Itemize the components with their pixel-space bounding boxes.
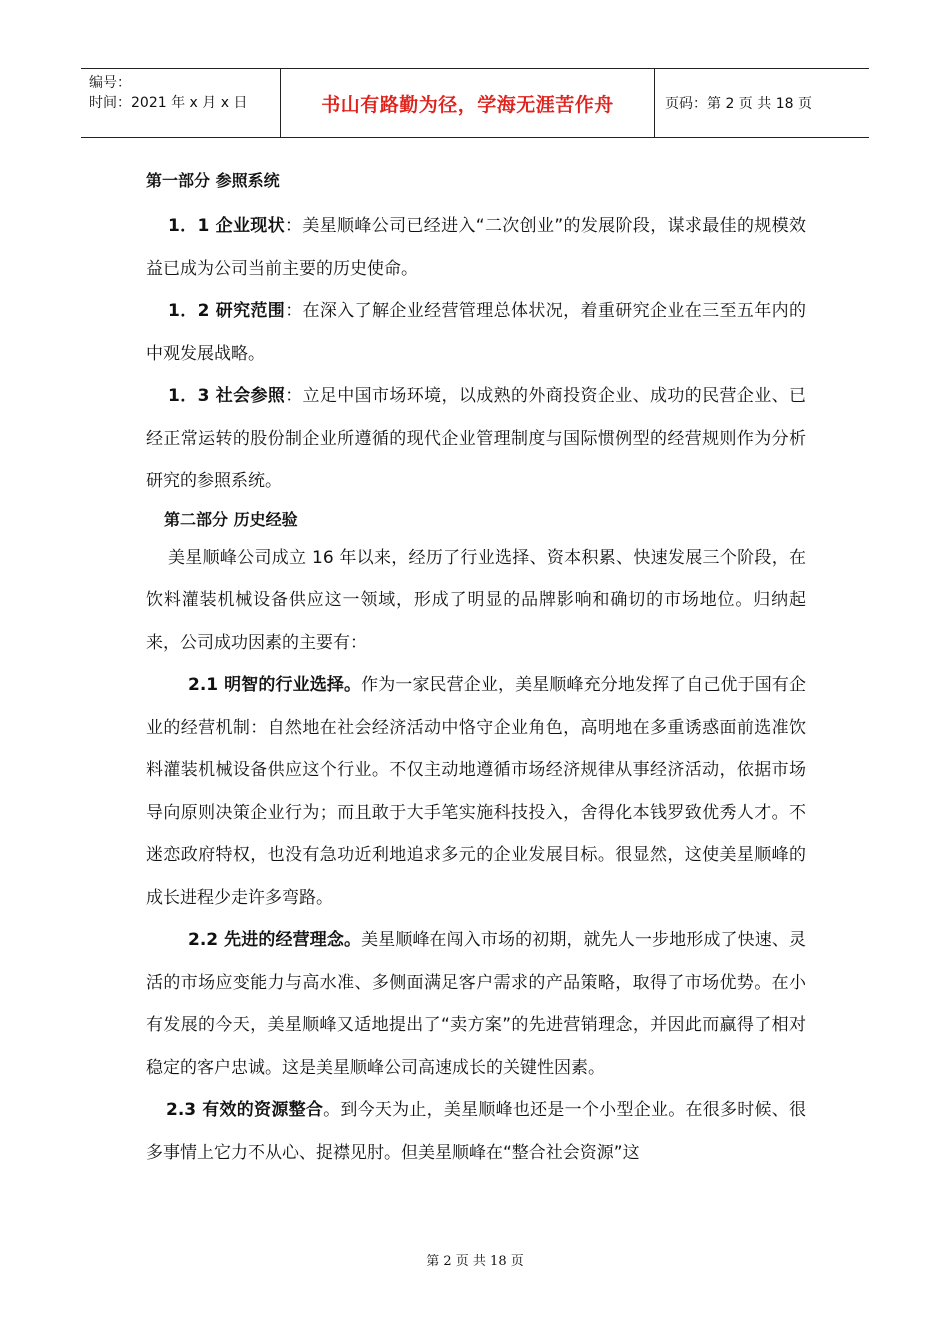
paragraph-2-intro: 美星顺峰公司成立 16 年以来，经历了行业选择、资本积累、快速发展三个阶段，在饮料灌装机械设备供应这一领域，形成了明显的品牌影响和确切的市场地位。归纳起来，公司成功因素的主要有：: [146, 547, 806, 653]
item-label: 2.3 有效的资源整合: [166, 1100, 324, 1120]
paragraph-1-1: [146, 205, 806, 290]
part1-title: 第一部分 参照系统: [146, 171, 280, 190]
paragraph-1-3: [146, 375, 806, 503]
item-label: 2.2 先进的经营理念。: [188, 930, 362, 950]
item-text: ：立足中国市场环境，以成熟的外商投资企业、成功的民营企业、已经正常运转的股份制企业所遵循的现代企业管理制度与国际惯例型的经营规则作为分析研究的参照系统。: [146, 386, 806, 491]
item-label: 1．3 社会参照: [168, 386, 286, 406]
document-number-label: 编号：: [89, 75, 131, 91]
document-date: 时间：2021 年 x 月 x 日: [89, 95, 248, 111]
item-label: 2.1 明智的行业选择。: [188, 675, 362, 695]
item-label: 1．2 研究范围: [168, 301, 286, 321]
item-text: 美星顺峰在闯入市场的初期，就先人一步地形成了快速、灵活的市场应变能力与高水准、多侧面满足客户需求的产品策略，取得了市场优势。在小有发展的今天，美星顺峰又适地提出了“卖方案”的先进营销理念，并因此而赢得了相对稳定的客户忠诚。这是美星顺峰公司高速成长的关键性因素。: [146, 930, 806, 1078]
item-text: ：在深入了解企业经营管理总体状况，着重研究企业在三至五年内的中观发展战略。: [146, 301, 806, 364]
header-motto: 书山有路勤为径，学海无涯苦作舟: [281, 69, 655, 137]
paragraph-2-3: [146, 1089, 806, 1174]
item-label: 1．1 企业现状: [168, 216, 285, 236]
document-body: [146, 168, 806, 1174]
item-text: 作为一家民营企业，美星顺峰充分地发挥了自己优于国有企业的经营机制：自然地在社会经济活动中恪守企业角色，高明地在多重诱惑面前选准饮料灌装机械设备供应这个行业。不仅主动地遵循市场经济规律从事经济活动，依据市场导向原则决策企业行为；而且敢于大手笔实施科技投入，舍得化本钱罗致优秀人才。不迷恋政府特权，也没有急功近利地追求多元的企业发展目标。很显然，这使美星顺峰的成长进程少走许多弯路。: [146, 675, 806, 908]
part2-title: 第二部分 历史经验: [164, 509, 298, 529]
header-meta: [81, 69, 281, 137]
page-footer: 第 2 页 共 18 页: [426, 1254, 524, 1269]
paragraph-2-1: [146, 664, 806, 919]
paragraph-1-2: [146, 290, 806, 375]
paragraph-2-2: [146, 919, 806, 1089]
item-text: ：美星顺峰公司已经进入“二次创业”的发展阶段，谋求最佳的规模效益已成为公司当前主要的历史使命。: [146, 216, 806, 279]
item-text: 。到今天为止，美星顺峰也还是一个小型企业。在很多时候、很多事情上它力不从心、捉襟见肘。但美星顺峰在“整合社会资源”这: [146, 1100, 806, 1163]
header-page-number: 页码：第 2 页 共 18 页: [665, 96, 812, 112]
page-header: [81, 68, 869, 138]
